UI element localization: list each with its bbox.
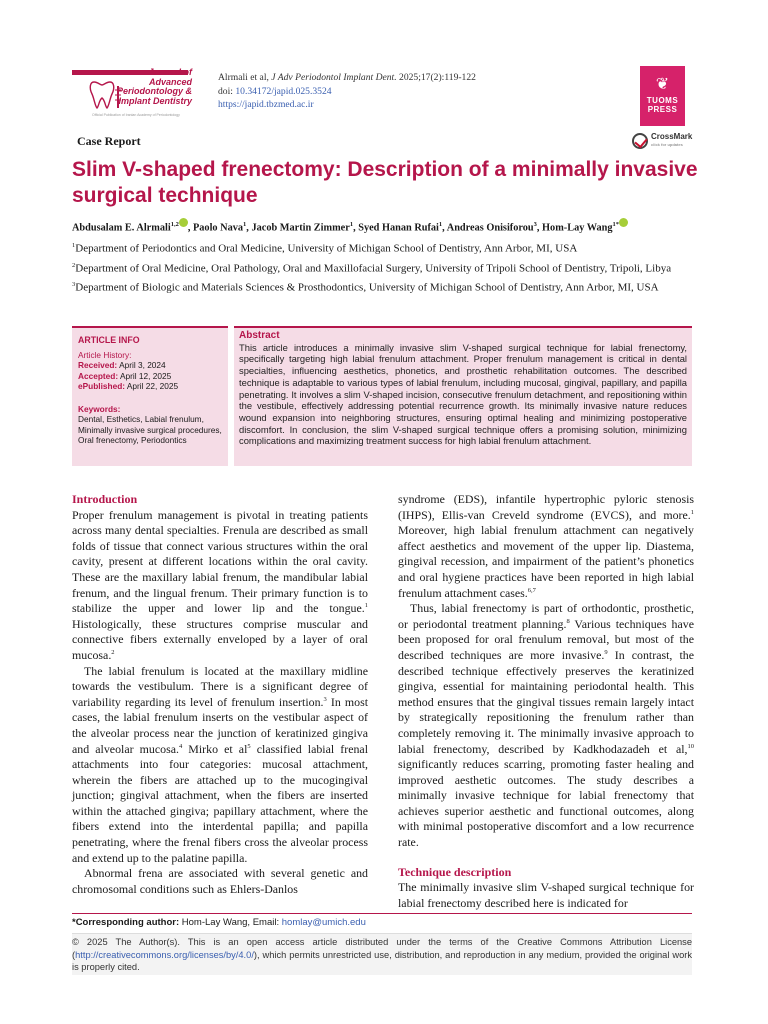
page-header	[72, 66, 692, 130]
epublished-line	[78, 381, 222, 392]
paragraph	[398, 492, 694, 601]
journal-url-link[interactable]: https://japid.tbzmed.ac.ir	[218, 99, 314, 110]
article-title: Slim V-shaped frenectomy: Description of a minimally invasive surgical technique	[72, 158, 698, 207]
corr-name: Hom-Lay Wang, Email:	[181, 917, 280, 928]
article-type: Case Report	[77, 134, 141, 148]
orcid-icon[interactable]	[619, 218, 628, 227]
author-name: Abdusalam E. Alrmali	[72, 222, 171, 234]
text-run: Moreover, high labial frenulum attachment can negatively affect aesthetics and movement of the upper lip. Diastema, gingival recession, and impairment of the patient’s phonetics and oral hygiene practices have been reported in high labial frenulum attachment cases.	[398, 523, 694, 600]
affiliation-sup: 2	[72, 261, 76, 269]
text-run: Various techniques have been proposed for oral frenulum removal, but most of the described techniques are more invasive.	[398, 616, 694, 662]
paragraph	[72, 664, 368, 867]
license-text: © 2025 The Author(s). This is an open access article distributed under the terms of the Creative Commons Attribution License (	[72, 937, 692, 960]
article-info-box	[72, 326, 228, 466]
epublished-label: ePublished:	[78, 381, 126, 391]
reference-sup: 1	[364, 602, 368, 610]
reference-sup: 8	[566, 617, 570, 625]
author-name: Andreas Onisiforou	[446, 222, 534, 234]
author-sup: 1	[243, 221, 247, 228]
affiliations	[72, 238, 712, 297]
journal-logo	[72, 66, 192, 118]
author-name: Hom-Lay Wang	[542, 222, 613, 234]
epublished-date: April 22, 2025	[126, 381, 179, 391]
reference-sup: 9	[604, 648, 608, 656]
keywords-list: Dental, Esthetics, Labial frenulum, Minimally invasive surgical procedures, Oral frenectomy, Periodontics	[78, 414, 222, 445]
corresponding-author	[72, 917, 366, 928]
keywords-label: Keywords:	[78, 403, 121, 414]
reference-sup: 5	[247, 742, 251, 750]
paragraph	[398, 880, 694, 911]
affiliation-text: Department of Periodontics and Oral Medicine, University of Michigan School of Dentistry, Ann Arbor, MI, USA	[75, 242, 578, 255]
corr-label: *Corresponding author:	[72, 917, 180, 928]
publisher-line-2: PRESS	[647, 105, 678, 114]
citation-authors: Alrmali et al,	[218, 72, 269, 83]
abstract-box	[234, 326, 692, 466]
body-column-right	[398, 492, 694, 911]
history-label: Article History:	[78, 349, 132, 360]
spacer	[398, 851, 694, 865]
journal-name	[117, 68, 192, 106]
author-sup: 1*	[612, 221, 620, 228]
journal-line-3: Periodontology &	[117, 86, 192, 96]
crossmark-icon	[632, 133, 648, 149]
doi-label: doi:	[218, 85, 233, 97]
accepted-line	[78, 371, 222, 382]
affiliation	[72, 277, 712, 296]
author-sup: 1	[438, 221, 443, 228]
abstract-heading: Abstract	[239, 330, 280, 341]
affiliation-sup: 3	[72, 281, 76, 289]
author-sup: 1	[349, 221, 354, 228]
text-run: Proper frenulum management is pivotal in treating patients across many dental specialties. Frenula are described as small folds of tissue that connect various structures within the oral cavity, present at different locations within the oral cavity. These are the maxillary labial frenum, the mandibular labial frenum, and the lingual frenum. Their primary function is to stabilize the upper and lower lip and the tongue.	[72, 507, 368, 616]
license-notice	[72, 933, 692, 975]
corr-email-link[interactable]: homlay@umich.edu	[281, 917, 366, 928]
journal-line-4: Implant Dentistry	[118, 95, 192, 106]
author-name: Jacob Martin Zimmer	[251, 222, 350, 234]
article-info-heading: ARTICLE INFO	[78, 335, 140, 345]
footer-divider	[72, 913, 692, 914]
accepted-date: April 12, 2025	[119, 370, 172, 381]
paragraph	[398, 601, 694, 851]
received-date: April 3, 2024	[119, 360, 166, 370]
publisher-logo	[640, 66, 685, 126]
license-text: ), which permits unrestricted use, distribution, and reproduction in any medium, provided the original work is properly cited.	[72, 949, 692, 972]
journal-subtitle: Official Publication of Iranian Academy of Periodontology	[92, 113, 180, 117]
text-run: Histologically, these structures comprise muscular and connective fibers externally enveloped by a layer of oral mucosa.	[72, 616, 368, 662]
affiliation-text: Department of Oral Medicine, Oral Pathology, Oral and Maxillofacial Surgery, University of Tripoli School of Dentistry, Tripoli, Libya	[75, 262, 672, 275]
spacer	[78, 392, 222, 404]
body-column-left	[72, 492, 368, 897]
abstract-text: This article introduces a minimally invasive slim V-shaped surgical technique for labial frenectomy, specifically targeting high labial frenulum attachment. Proper frenulum management is critical in dental specialties, influencing aesthetics, phonetics, and prosthetic rehabilitation outcomes. The described technique is adaptable to various types of labial frenulum, including mucosal, gingival, papillary, and papilla penetrating. It involves a slim V-shaped incision, consecutive frenulum detachment, and repositioning within the vestibule, effectively addressing potential recurrence growth. Its minimally invasive nature reduces wound expansion into neighboring structures, ensuring optimal healing and minimizing postoperative discomfort. In conclusion, the slim V-shaped surgical technique offers a promising solution, minimizing complications and maximizing treatment success for high labial frenulum attachment.	[239, 341, 687, 447]
text-run: The minimally invasive slim V-shaped surgical technique for labial frenectomy described here is indicated for	[398, 880, 694, 910]
publisher-line-1: TUOMS	[646, 96, 679, 105]
text-run: Abnormal frena are associated with several genetic and chromosomal conditions such as Ehlers-Danlos	[72, 866, 368, 896]
journal-line-1: Journal of	[148, 67, 192, 77]
citation-block	[218, 71, 476, 112]
affiliation-text: Department of Biologic and Materials Sciences & Prosthodontics, University of Michigan School of Dentistry, Ann Arbor, MI, USA	[75, 281, 659, 294]
reference-sup: 3	[323, 695, 327, 703]
text-run: In contrast, the described technique effectively preserves the keratinized gingiva, essential for maintaining periodontal health. This method ensures that the gingival tissues remain largely intact by strategically repositioning the frenulum rather than completely removing it. The minimally invasive approach to labial frenectomy, described by Kadkhodazadeh et al,	[398, 647, 695, 756]
doi-link[interactable]: 10.34172/japid.025.3524	[235, 85, 332, 97]
reference-sup: 6,7	[527, 586, 536, 594]
text-run: syndrome (EDS), infantile hypertrophic pyloric stenosis (IHPS), Ellis-van Creveld syndrome (EVCS), and more.	[398, 492, 694, 522]
reference-sup: 1	[690, 508, 694, 516]
reference-sup: 2	[111, 648, 115, 656]
orcid-icon[interactable]	[179, 218, 188, 227]
section-heading-technique: Technique description	[398, 864, 512, 879]
citation-volume: 2025;17(2):119-122	[399, 72, 476, 83]
text-run: In most cases, the labial frenulum inserts on the vestibular aspect of the alveolar process near the junction of keratinized gingiva and alveolar mucosa.	[72, 694, 368, 756]
text-run: Thus, labial frenectomy is part of orthodontic, prosthetic, or periodontal treatment planning.	[398, 601, 694, 631]
author-sup: 3	[533, 221, 537, 228]
section-heading-introduction: Introduction	[72, 492, 138, 506]
accepted-label: Accepted:	[78, 370, 119, 381]
reference-sup: 4	[178, 742, 183, 750]
author-name: Syed Hanan Rufai	[358, 222, 439, 234]
crossmark-text: CrossMark	[651, 132, 693, 141]
reference-sup: 10	[687, 742, 694, 750]
citation-line	[218, 71, 476, 85]
crossmark-sub: click for updates	[651, 142, 683, 147]
text-run: The labial frenulum is located at the maxillary midline towards the vestibulum. There is a significant degree of variability regarding its level of frenulum insertion.	[72, 663, 368, 709]
text-run: Mirko et al	[182, 741, 248, 756]
paragraph	[72, 508, 368, 664]
crossmark-label	[651, 133, 692, 149]
author-name: Paolo Nava	[192, 222, 244, 234]
url-line	[218, 98, 476, 112]
author-sup: 1,2	[170, 221, 179, 228]
affiliation	[72, 258, 712, 277]
license-link[interactable]: http://creativecommons.org/licenses/by/4.0/	[75, 949, 254, 960]
book-icon: ❦	[655, 76, 670, 93]
paragraph	[72, 866, 368, 897]
received-line	[78, 360, 222, 371]
text-run: classified labial frenal attachments into four categories: mucosal attachment, wherein the fibers are attached up to the mucogingival junction; gingival attachment, when the fibers are inserted within the attached gingiva; papillary attachment, where the fibers extend into the interdental papilla; and papilla penetrating, where the frenal fibers cross the alveolar process and extend up to the palatine papilla.	[72, 741, 368, 865]
journal-line-2: Advanced	[148, 76, 192, 87]
crossmark-badge[interactable]	[632, 133, 692, 149]
text-run: significantly reduces scarring, promoting faster healing and improved aesthetic outcomes. The study describes a minimally invasive technique for labial frenectomy that achieves superior aesthetic and functional outcomes, along with minimal postoperative discomfort and a low recurrence rate.	[398, 757, 694, 850]
affiliation-sup: 1	[72, 242, 76, 249]
doi-line	[218, 85, 476, 99]
citation-journal: J Adv Periodontol Implant Dent.	[271, 72, 397, 83]
author-list: Abdusalam E. Alrmali$^{1,2}$ , Paolo Nava$^1$, Jacob Martin Zimmer$^1$, Syed Hanan Rufai$^1$, Andreas Onisiforou$^3$, Hom-Lay Wang$^{1*}$	[72, 218, 712, 235]
affiliation	[72, 238, 712, 257]
received-label: Received:	[78, 360, 118, 370]
